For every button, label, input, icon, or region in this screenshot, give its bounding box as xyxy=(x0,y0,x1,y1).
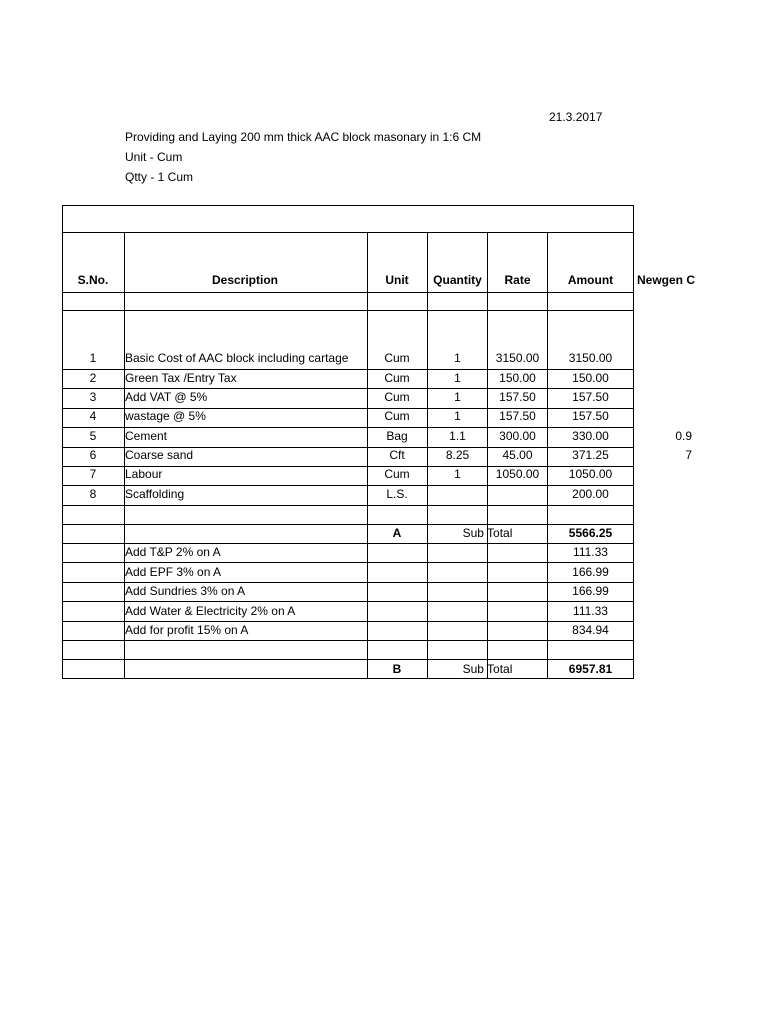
item-description: Cement xyxy=(125,429,168,443)
row-divider xyxy=(62,543,634,544)
item-description: Labour xyxy=(125,467,163,481)
addition-description: Add EPF 3% on A xyxy=(125,565,222,579)
subtotal-a-label: A xyxy=(392,526,402,540)
column-header-description: Description xyxy=(211,273,278,287)
item-amount: 330.00 xyxy=(572,429,609,443)
item-newgen-value: 0.9 xyxy=(675,429,692,443)
item-unit: Cum xyxy=(384,371,410,385)
item-sno: 5 xyxy=(89,429,97,443)
work-quantity: Qtty - 1 Cum xyxy=(125,170,194,184)
item-rate: 3150.00 xyxy=(495,351,540,365)
item-amount: 371.25 xyxy=(572,448,609,462)
subtotal-b-amount: 6957.81 xyxy=(568,662,613,676)
subtotal-b-text: Sub Total xyxy=(462,662,513,676)
subtotal-a-text: Sub Total xyxy=(462,526,513,540)
item-rate: 157.50 xyxy=(499,390,536,404)
work-title: Providing and Laying 200 mm thick AAC block masonary in 1:6 CM xyxy=(125,130,482,144)
row-divider xyxy=(62,388,634,389)
item-sno: 4 xyxy=(89,409,97,423)
addition-amount: 166.99 xyxy=(572,584,609,598)
item-sno: 2 xyxy=(89,371,97,385)
item-unit: Cum xyxy=(384,409,410,423)
item-rate: 45.00 xyxy=(502,448,533,462)
column-header-sno: S.No. xyxy=(77,273,109,287)
item-description: Basic Cost of AAC block including cartage xyxy=(125,351,349,365)
addition-amount: 166.99 xyxy=(572,565,609,579)
column-header-unit: Unit xyxy=(385,273,409,287)
row-divider xyxy=(62,232,634,233)
document-date: 21.3.2017 xyxy=(549,110,603,124)
subtotal-b-label: B xyxy=(392,662,402,676)
item-description: Coarse sand xyxy=(125,448,194,462)
item-rate: 157.50 xyxy=(499,409,536,423)
item-amount: 3150.00 xyxy=(568,351,613,365)
item-amount: 157.50 xyxy=(572,390,609,404)
addition-description: Add Water & Electricity 2% on A xyxy=(125,604,296,618)
row-divider xyxy=(62,369,634,370)
item-unit: Cum xyxy=(384,351,410,365)
row-divider xyxy=(62,310,634,311)
item-unit: Cum xyxy=(384,390,410,404)
item-description: Green Tax /Entry Tax xyxy=(125,371,237,385)
row-divider xyxy=(62,524,634,525)
item-unit: Cum xyxy=(384,467,410,481)
row-divider xyxy=(62,582,634,583)
item-amount: 1050.00 xyxy=(568,467,613,481)
item-unit: L.S. xyxy=(386,487,408,501)
addition-description: Add for profit 15% on A xyxy=(125,623,249,637)
item-rate: 300.00 xyxy=(499,429,536,443)
column-header-amount: Amount xyxy=(567,273,614,287)
addition-amount: 834.94 xyxy=(572,623,609,637)
row-divider xyxy=(62,427,634,428)
item-rate: 150.00 xyxy=(499,371,536,385)
item-sno: 3 xyxy=(89,390,97,404)
item-quantity: 1 xyxy=(454,351,461,365)
item-sno: 1 xyxy=(89,351,97,365)
subtotal-a-amount: 5566.25 xyxy=(568,526,613,540)
column-header-rate: Rate xyxy=(504,273,531,287)
column-header-quantity: Quantity xyxy=(433,273,482,287)
item-rate: 1050.00 xyxy=(495,467,540,481)
addition-amount: 111.33 xyxy=(573,604,608,618)
row-divider xyxy=(62,505,634,506)
item-quantity: 8.25 xyxy=(445,448,470,462)
item-unit: Bag xyxy=(386,429,408,443)
column-header-newgen: Newgen C xyxy=(637,273,696,287)
item-amount: 150.00 xyxy=(572,371,609,385)
item-quantity: 1 xyxy=(454,467,461,481)
item-sno: 8 xyxy=(89,487,97,501)
item-sno: 7 xyxy=(89,467,97,481)
item-quantity: 1 xyxy=(454,390,461,404)
row-divider xyxy=(62,485,634,486)
work-unit: Unit - Cum xyxy=(125,150,183,164)
item-sno: 6 xyxy=(89,448,97,462)
item-quantity: 1.1 xyxy=(449,429,466,443)
addition-amount: 111.33 xyxy=(573,545,608,559)
item-description: Scaffolding xyxy=(125,487,185,501)
row-divider xyxy=(62,562,634,563)
item-newgen-value: 7 xyxy=(685,448,692,462)
item-unit: Cft xyxy=(389,448,405,462)
row-divider xyxy=(62,292,634,293)
addition-description: Add T&P 2% on A xyxy=(125,545,221,559)
row-divider xyxy=(62,640,634,641)
item-amount: 157.50 xyxy=(572,409,609,423)
item-quantity: 1 xyxy=(454,409,461,423)
item-description: Add VAT @ 5% xyxy=(125,390,208,404)
row-divider xyxy=(62,621,634,622)
item-description: wastage @ 5% xyxy=(125,409,206,423)
addition-description: Add Sundries 3% on A xyxy=(125,584,246,598)
item-quantity: 1 xyxy=(454,371,461,385)
row-divider xyxy=(62,601,634,602)
item-amount: 200.00 xyxy=(572,487,609,501)
row-divider xyxy=(62,659,634,660)
